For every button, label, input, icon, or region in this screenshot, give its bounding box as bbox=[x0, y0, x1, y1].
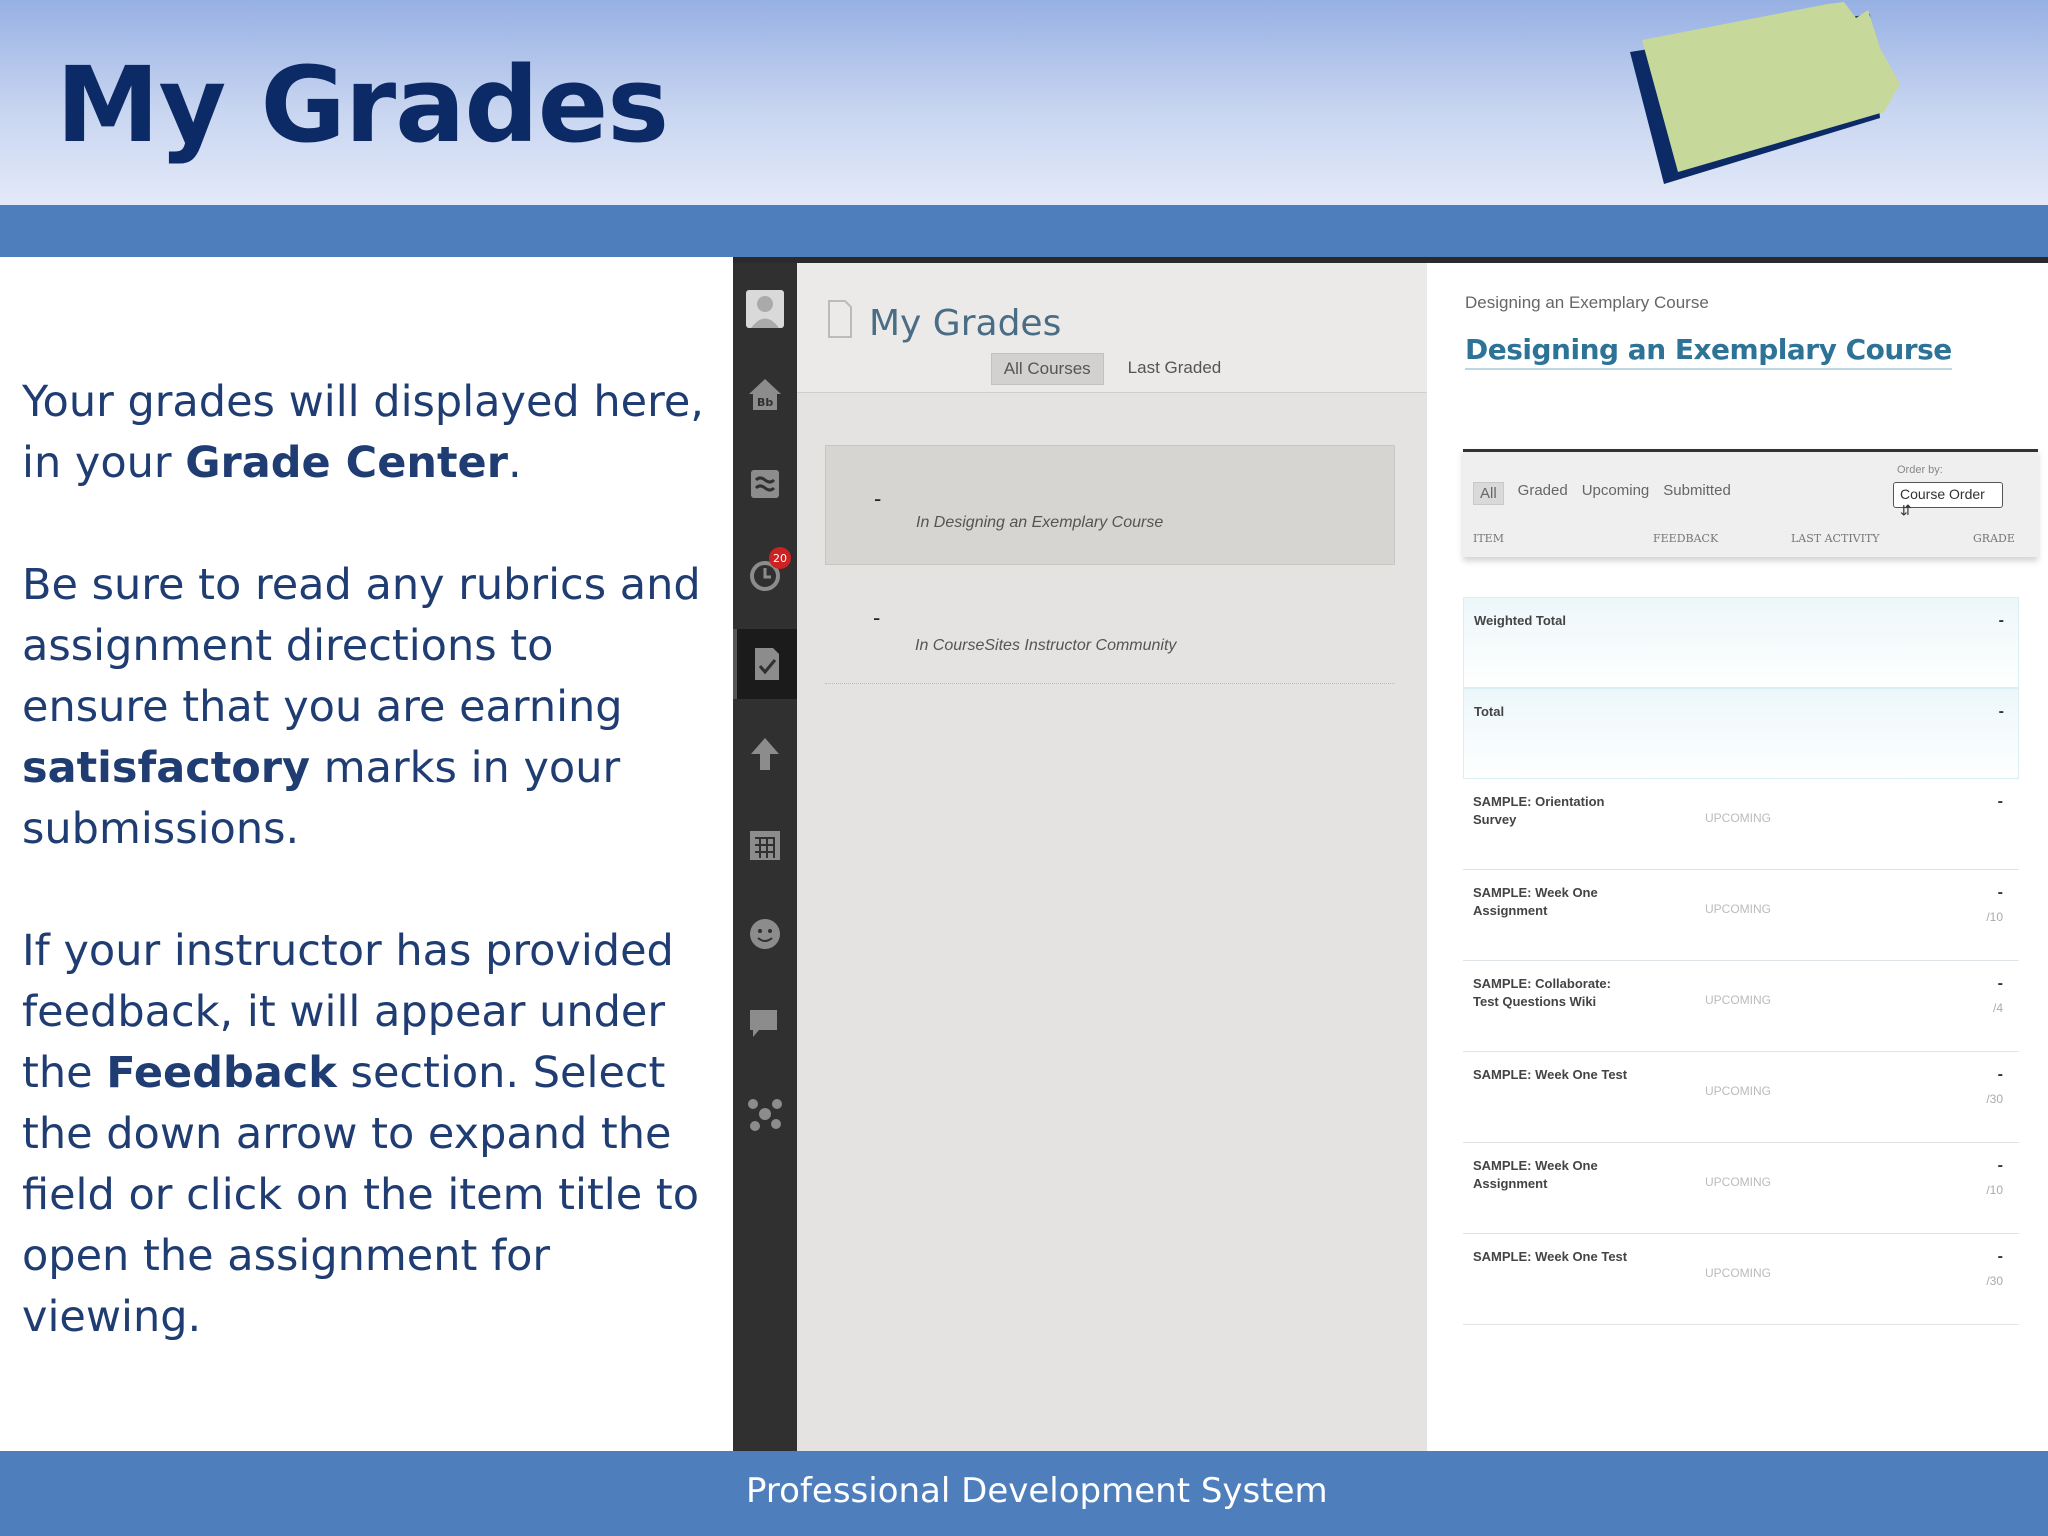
document-icon bbox=[827, 299, 853, 339]
tab-all-courses[interactable]: All Courses bbox=[991, 353, 1104, 385]
grade-row[interactable] bbox=[1463, 870, 2019, 961]
notification-badge: 20 bbox=[769, 547, 791, 569]
emoji-icon bbox=[745, 914, 785, 954]
activity-stream-icon bbox=[745, 464, 785, 504]
course-name[interactable]: In Designing an Exemplary Course bbox=[916, 514, 1164, 531]
course-grade: - bbox=[873, 605, 881, 630]
col-last-activity: LAST ACTIVITY bbox=[1791, 532, 1880, 545]
grade-points: /4 bbox=[1992, 1001, 2003, 1015]
avatar-icon bbox=[745, 289, 785, 329]
grade-value: - bbox=[1997, 1157, 2003, 1174]
col-item: ITEM bbox=[1473, 532, 1504, 545]
sidebar-item-calendar[interactable] bbox=[733, 809, 797, 879]
instruction-paragraph-2: Be sure to read any rubrics and assignment directions to ensure that you are earning satisfactory marks in your submissions. bbox=[22, 560, 701, 854]
order-by-label: Order by: bbox=[1897, 464, 1943, 476]
col-grade: GRADE bbox=[1973, 532, 2015, 545]
breadcrumb[interactable]: Designing an Exemplary Course bbox=[1465, 293, 1709, 312]
grade-item-title[interactable]: SAMPLE: Collaborate: Test Questions Wiki bbox=[1473, 976, 1611, 1009]
grade-status: UPCOMING bbox=[1705, 1084, 1771, 1098]
select-arrows-icon: ⇵ bbox=[1900, 502, 1912, 518]
slide-footer bbox=[0, 1451, 2048, 1536]
instruction-paragraph-1: Your grades will displayed here, in your Grade Center. bbox=[22, 377, 704, 488]
grades-list-header bbox=[797, 263, 1427, 393]
grade-points: /30 bbox=[1986, 1274, 2003, 1288]
grade-status: UPCOMING bbox=[1705, 1266, 1771, 1280]
avatar[interactable] bbox=[733, 271, 797, 347]
grades-screenshot bbox=[733, 257, 2048, 1451]
slide-header bbox=[0, 0, 2048, 205]
grade-item-title[interactable]: SAMPLE: Week One Assignment bbox=[1473, 1158, 1598, 1191]
grade-row[interactable] bbox=[1463, 1143, 2019, 1234]
filter-graded[interactable]: Graded bbox=[1517, 482, 1568, 499]
grade-points: /30 bbox=[1986, 1092, 2003, 1106]
grade-value: - bbox=[1997, 884, 2003, 901]
grades-icon bbox=[747, 644, 787, 684]
course-grades-detail bbox=[1427, 263, 2048, 1451]
sidebar-item-upload[interactable] bbox=[733, 719, 797, 789]
sidebar-item-messages[interactable] bbox=[733, 989, 797, 1059]
grade-points: /10 bbox=[1986, 1183, 2003, 1197]
blackboard-home-icon bbox=[745, 374, 785, 414]
grade-status: UPCOMING bbox=[1705, 1175, 1771, 1189]
grade-item-title[interactable]: SAMPLE: Week One Test bbox=[1473, 1067, 1628, 1082]
instructions-text bbox=[22, 372, 712, 1409]
col-feedback: FEEDBACK bbox=[1653, 532, 1719, 545]
grade-row[interactable] bbox=[1463, 688, 2019, 779]
svg-text:Bb: Bb bbox=[757, 396, 774, 409]
grade-value: - bbox=[1997, 793, 2003, 810]
grade-value: - bbox=[1998, 612, 2004, 629]
course-item[interactable] bbox=[825, 445, 1395, 565]
grade-value: - bbox=[1997, 1066, 2003, 1083]
course-item[interactable] bbox=[825, 565, 1395, 685]
sidebar-item-grades[interactable] bbox=[733, 629, 797, 699]
sidebar-item-due-dates[interactable] bbox=[733, 539, 797, 609]
sidebar-item-home[interactable] bbox=[733, 359, 797, 429]
sidebar-item-emoji[interactable] bbox=[733, 899, 797, 969]
grade-item-title[interactable]: SAMPLE: Week One Test bbox=[1473, 1249, 1628, 1264]
grade-filters bbox=[1473, 482, 1731, 505]
grade-status: UPCOMING bbox=[1705, 993, 1771, 1007]
filter-all[interactable]: All bbox=[1473, 482, 1504, 505]
grades-tabs bbox=[797, 353, 1427, 385]
network-icon bbox=[745, 1094, 785, 1134]
grade-status: UPCOMING bbox=[1705, 902, 1771, 916]
order-by-value: Course Order bbox=[1900, 486, 1985, 502]
footer-text: Professional Development System bbox=[746, 1471, 1328, 1511]
sidebar-item-network[interactable] bbox=[733, 1079, 797, 1149]
filter-submitted[interactable]: Submitted bbox=[1663, 482, 1731, 499]
grade-points: /10 bbox=[1986, 910, 2003, 924]
filter-upcoming[interactable]: Upcoming bbox=[1581, 482, 1650, 499]
grade-value: - bbox=[1997, 1248, 2003, 1265]
calendar-icon bbox=[745, 824, 785, 864]
grades-filter-panel bbox=[1463, 449, 2038, 557]
grades-course-list bbox=[797, 263, 1427, 1451]
course-name[interactable]: In CourseSites Instructor Community bbox=[915, 637, 1177, 654]
grade-value: - bbox=[1998, 703, 2004, 720]
sidebar-item-activity[interactable] bbox=[733, 449, 797, 519]
grade-item-title[interactable]: Weighted Total bbox=[1474, 613, 1566, 628]
header-band bbox=[0, 205, 2048, 257]
course-grade: - bbox=[874, 486, 882, 511]
grade-value: - bbox=[1997, 975, 2003, 992]
grade-item-title[interactable]: SAMPLE: Orientation Survey bbox=[1473, 794, 1605, 827]
grade-row[interactable] bbox=[1463, 779, 2019, 870]
slide-title: My Grades bbox=[56, 44, 669, 166]
course-title[interactable]: Designing an Exemplary Course bbox=[1465, 333, 1952, 370]
grades-list-title: My Grades bbox=[869, 303, 1062, 344]
grade-row[interactable] bbox=[1463, 1052, 2019, 1143]
grade-row[interactable] bbox=[1463, 961, 2019, 1052]
tab-last-graded[interactable]: Last Graded bbox=[1127, 358, 1222, 377]
grade-row[interactable] bbox=[1463, 597, 2019, 688]
sidebar-nav bbox=[733, 263, 797, 1451]
instruction-paragraph-3: If your instructor has provided feedback, it will appear under the Feedback section. Select the down arrow to expand the field or click on the item title to open the assignment for viewing. bbox=[22, 926, 700, 1342]
grade-item-title[interactable]: Total bbox=[1474, 704, 1505, 719]
divider bbox=[825, 683, 1395, 684]
grade-row[interactable] bbox=[1463, 1234, 2019, 1325]
grade-status: UPCOMING bbox=[1705, 811, 1771, 825]
messages-icon bbox=[745, 1004, 785, 1044]
upload-icon bbox=[745, 734, 785, 774]
order-by-select[interactable] bbox=[1893, 482, 2003, 518]
grade-item-title[interactable]: SAMPLE: Week One Assignment bbox=[1473, 885, 1598, 918]
pennsylvania-state-icon bbox=[1618, 0, 1908, 190]
